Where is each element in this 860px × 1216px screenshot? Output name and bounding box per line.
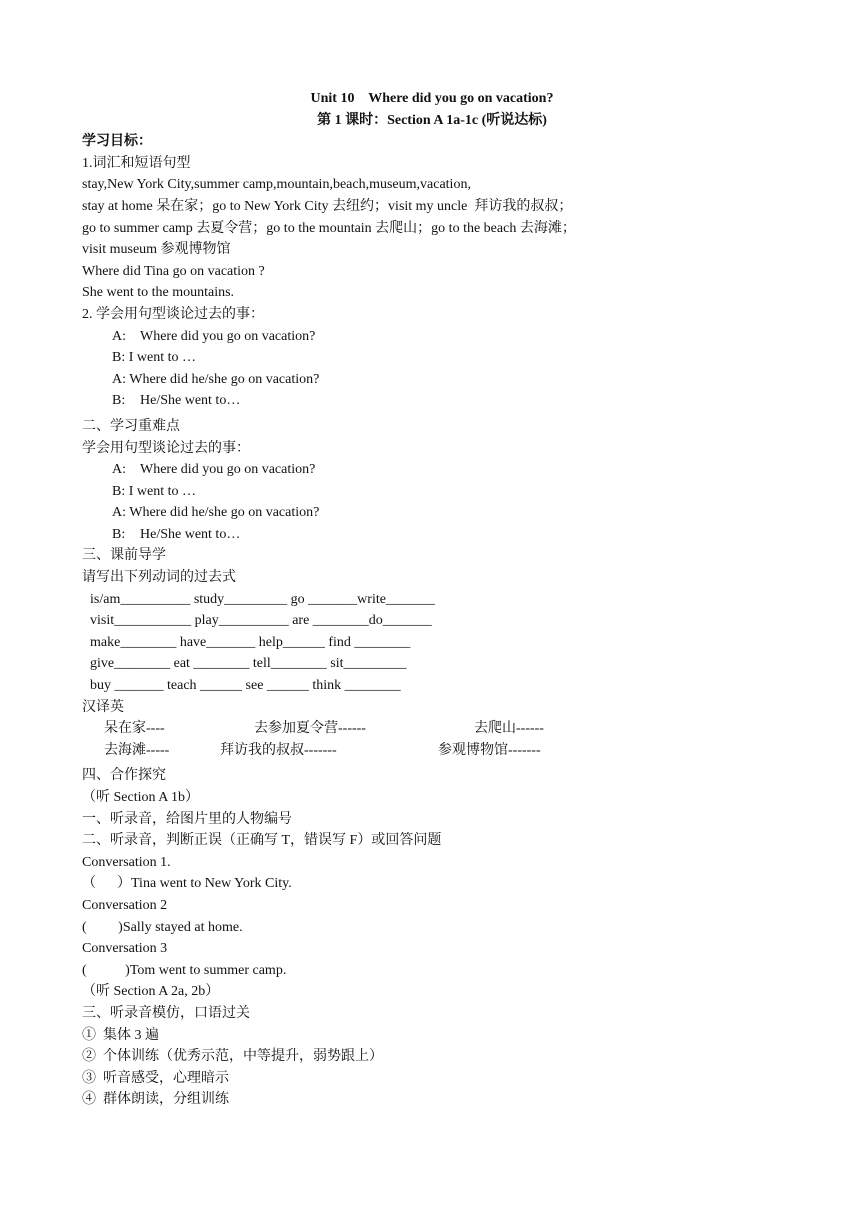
- conversation-label: Conversation 2: [82, 897, 168, 913]
- preview-heading: 三、课前导学: [82, 548, 166, 564]
- page-subtitle: 第 1 课时：Section A 1a-1c (听说达标): [317, 112, 547, 128]
- dialog-speaker: B:: [112, 393, 126, 409]
- objectives-heading: 学习目标：: [82, 134, 152, 150]
- dialog-line: [82, 502, 782, 524]
- dialog-text: I went to …: [128, 350, 196, 366]
- conversation-item: ( )Sally stayed at home.: [82, 919, 243, 935]
- dialog-line: [82, 369, 782, 391]
- difficulty-intro: 学会用句型谈论过去的事：: [82, 440, 250, 456]
- dialog-text: Where did he/she go on vacation?: [129, 371, 320, 387]
- dialog-speaker: A:: [112, 328, 126, 344]
- dialog-line: [82, 390, 782, 412]
- dialog-speaker: A:: [112, 462, 126, 478]
- conversation-item: （ ）Tina went to New York City.: [82, 876, 292, 892]
- vocab-line: Where did Tina go on vacation ?: [82, 263, 265, 279]
- translate-heading: 汉译英: [82, 699, 124, 715]
- translate-item: 拜访我的叔叔-------: [220, 742, 337, 758]
- verb-blank-line: buy _______ teach ______ see ______ think ________: [90, 678, 401, 694]
- dialog-speaker: A:: [112, 371, 126, 387]
- step-item: ④ 群体朗读，分组训练: [82, 1092, 229, 1108]
- conversation-label: Conversation 1.: [82, 854, 171, 870]
- translate-item: 去爬山------: [474, 721, 544, 737]
- vocab-line: go to summer camp 去夏令营；go to the mountain 去爬山；go to the beach 去海滩；: [82, 220, 576, 236]
- conversation-item: ( )Tom went to summer camp.: [82, 962, 287, 978]
- vocab-line: stay at home 呆在家；go to New York City 去纽约；visit my uncle 拜访我的叔叔；: [82, 198, 573, 214]
- dialog-line: [82, 326, 782, 348]
- translate-item: 去参加夏令营------: [254, 721, 366, 737]
- task-line: 三、听录音模仿，口语过关: [82, 1005, 250, 1021]
- translate-item: 参观博物馆-------: [438, 742, 541, 758]
- listen-note: （听 Section A 1b）: [82, 790, 200, 805]
- dialog-text: Where did you go on vacation?: [140, 462, 316, 478]
- vocab-line: stay,New York City,summer camp,mountain,beach,museum,vacation,: [82, 177, 471, 193]
- dialog-line: [82, 481, 782, 503]
- dialog-text: Where did he/she go on vacation?: [129, 505, 320, 521]
- pattern-heading: 2. 学会用句型谈论过去的事：: [82, 306, 264, 322]
- dialog-speaker: B:: [112, 483, 126, 499]
- dialog-text: I went to …: [128, 483, 196, 499]
- step-item: ② 个体训练（优秀示范，中等提升，弱势跟上）: [82, 1049, 383, 1065]
- vocab-line: visit museum 参观博物馆: [82, 242, 231, 258]
- conversation-label: Conversation 3: [82, 941, 168, 957]
- dialog-text: He/She went to…: [140, 526, 241, 542]
- translate-item: 呆在家----: [104, 721, 165, 737]
- translate-item: 去海滩-----: [104, 742, 170, 758]
- preview-intro: 请写出下列动词的过去式: [82, 570, 236, 586]
- vocab-heading: 1.词汇和短语句型: [82, 155, 191, 171]
- verb-blank-line: make________ have_______ help______ find ________: [90, 634, 411, 650]
- verb-blank-line: is/am__________ study_________ go _______write_______: [90, 591, 435, 607]
- dialog-line: [82, 347, 782, 369]
- verb-blank-line: give________ eat ________ tell________ sit_________: [90, 656, 407, 672]
- listen-note: （听 Section A 2a, 2b）: [82, 984, 220, 1000]
- task-line: 二、听录音，判断正误（正确写 T，错误写 F）或回答问题: [82, 833, 442, 849]
- step-item: ③ 听音感受，心理暗示: [82, 1070, 229, 1086]
- difficulty-heading: 二、学习重难点: [82, 418, 180, 434]
- dialog-speaker: A:: [112, 505, 126, 521]
- dialog-line: [82, 524, 782, 546]
- dialog-line: [82, 459, 782, 481]
- dialog-text: He/She went to…: [140, 393, 241, 409]
- worksheet-page: [82, 88, 782, 1111]
- dialog-text: Where did you go on vacation?: [140, 328, 316, 344]
- vocab-line: She went to the mountains.: [82, 285, 235, 301]
- translate-row: [82, 740, 782, 762]
- task-line: 一、听录音，给图片里的人物编号: [82, 811, 292, 827]
- step-item: ① 集体 3 遍: [82, 1027, 159, 1043]
- page-title: Unit 10 Where did you go on vacation?: [310, 91, 554, 106]
- dialog-speaker: B:: [112, 350, 126, 366]
- dialog-speaker: B:: [112, 526, 126, 542]
- translate-row: [82, 718, 782, 740]
- verb-blank-line: visit___________ play__________ are ________do_______: [90, 613, 432, 629]
- cooperation-heading: 四、合作探究: [82, 768, 166, 784]
